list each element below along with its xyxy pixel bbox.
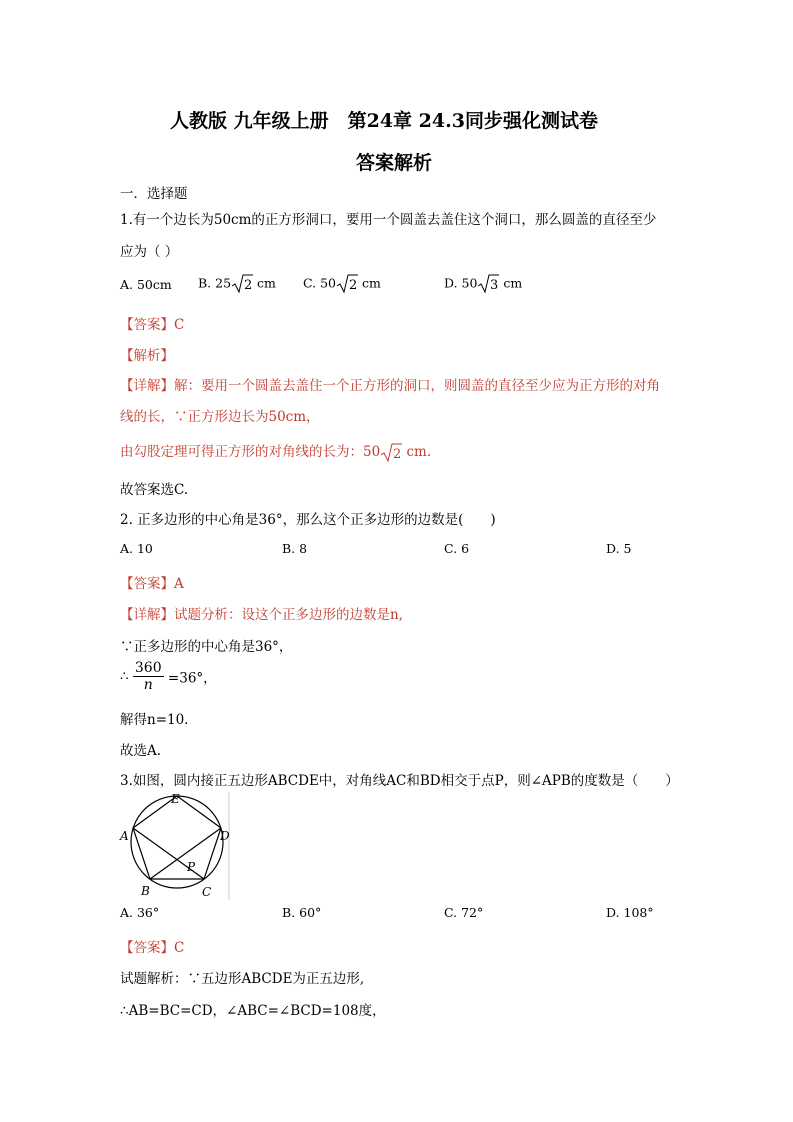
q2-answer: 【答案】A [120, 576, 184, 592]
q1-conclusion: 故答案选C. [120, 482, 189, 498]
q3-analysis-line2: ∴AB=BC=CD，∠ABC=∠BCD=108度， [120, 1003, 386, 1019]
sqrt-icon [231, 274, 253, 294]
q1-option-d-prefix: D. 50 [444, 275, 478, 291]
q3-option-d: D. 108° [606, 905, 654, 920]
q2-fraction-line [120, 660, 217, 693]
q2-detail-text: 【详解】试题分析：设这个正多边形的边数是n, [120, 607, 403, 623]
q2-solve: 解得n=10. [120, 712, 189, 728]
fraction-result: =36°， [167, 670, 217, 687]
q2-option-a: A. 10 [120, 541, 153, 556]
q2-line2: ∵正多边形的中心角是36°， [120, 639, 293, 655]
q1-answer: 【答案】C [120, 317, 185, 333]
section-heading: 一．选择题 [120, 186, 188, 202]
fraction [133, 660, 164, 693]
q1-option-c-radicand: 2 [348, 278, 358, 293]
vertex-label-b: B [141, 884, 150, 898]
sqrt-icon [380, 443, 402, 463]
point-label-p: P [187, 860, 196, 874]
q1-option-c-suffix: cm [361, 275, 381, 291]
q1-option-d [444, 274, 522, 294]
q1-option-c [303, 274, 381, 294]
q3-option-b: B. 60° [282, 905, 322, 920]
q1-stem-line2: 应为（ ） [120, 244, 179, 260]
q1-detail-line1: 【详解】解：要用一个圆盖去盖住一个正方形的洞口，则圆盖的直径至少应为正方形的对角 [120, 378, 660, 394]
q1-option-b-radicand: 2 [244, 278, 253, 293]
q3-option-a: A. 36° [120, 905, 160, 920]
q1-detail-line3-prefix: 由勾股定理可得正方形的对角线的长为：50 [120, 444, 381, 460]
vertex-label-e: E [171, 792, 180, 806]
document-title: 人教版 九年级上册 第24章 24.3同步强化测试卷 [170, 110, 598, 132]
q1-detail-line2: 线的长，∵正方形边长为50cm， [120, 409, 320, 425]
sqrt-icon [336, 274, 358, 294]
q1-detail-line3-radicand: 2 [393, 446, 402, 462]
vertex-label-c: C [202, 885, 212, 899]
q2-option-c: C. 6 [444, 541, 470, 556]
vertex-label-a: A [120, 829, 129, 843]
q1-option-c-prefix: C. 50 [303, 275, 336, 291]
q3-stem: 3.如图，圆内接正五边形ABCDE中，对角线AC和BD相交于点P，则∠APB的度数是（ ） [120, 773, 679, 789]
q3-answer: 【答案】C [120, 940, 185, 956]
pentagon-figure [118, 792, 230, 900]
q1-analysis-label: 【解析】 [120, 348, 174, 364]
q1-stem-line1: 1.有一个边长为50cm的正方形洞口，要用一个圆盖去盖住这个洞口，那么圆盖的直径至少 [120, 212, 657, 228]
q2-option-b: B. 8 [282, 541, 308, 556]
q2-detail [120, 603, 403, 623]
vertex-label-d: D [220, 829, 230, 843]
q1-option-d-suffix: cm [503, 275, 523, 291]
fraction-numerator: 360 [134, 660, 162, 676]
q1-detail-line3-suffix: cm. [406, 444, 432, 460]
q1-option-b-suffix: cm [257, 275, 276, 291]
q3-analysis-line1: 试题解析：∵五边形ABCDE为正五边形, [120, 971, 365, 987]
fraction-denominator: n [143, 677, 153, 693]
q1-option-d-radicand: 3 [490, 278, 499, 293]
therefore-symbol: ∴ [120, 668, 129, 685]
q1-option-b-prefix: B. 25 [198, 275, 232, 291]
q1-option-a: A. 50cm [120, 277, 172, 292]
document-subtitle: 答案解析 [356, 152, 433, 174]
q1-option-b [198, 274, 276, 294]
q3-option-c: C. 72° [444, 905, 484, 920]
q2-option-d: D. 5 [606, 541, 632, 556]
q2-conclusion: 故选A. [120, 743, 162, 759]
sqrt-icon [477, 274, 499, 294]
q1-detail-line3 [120, 440, 431, 463]
q2-stem: 2. 正多边形的中心角是36°，那么这个正多边形的边数是( ) [120, 512, 496, 528]
